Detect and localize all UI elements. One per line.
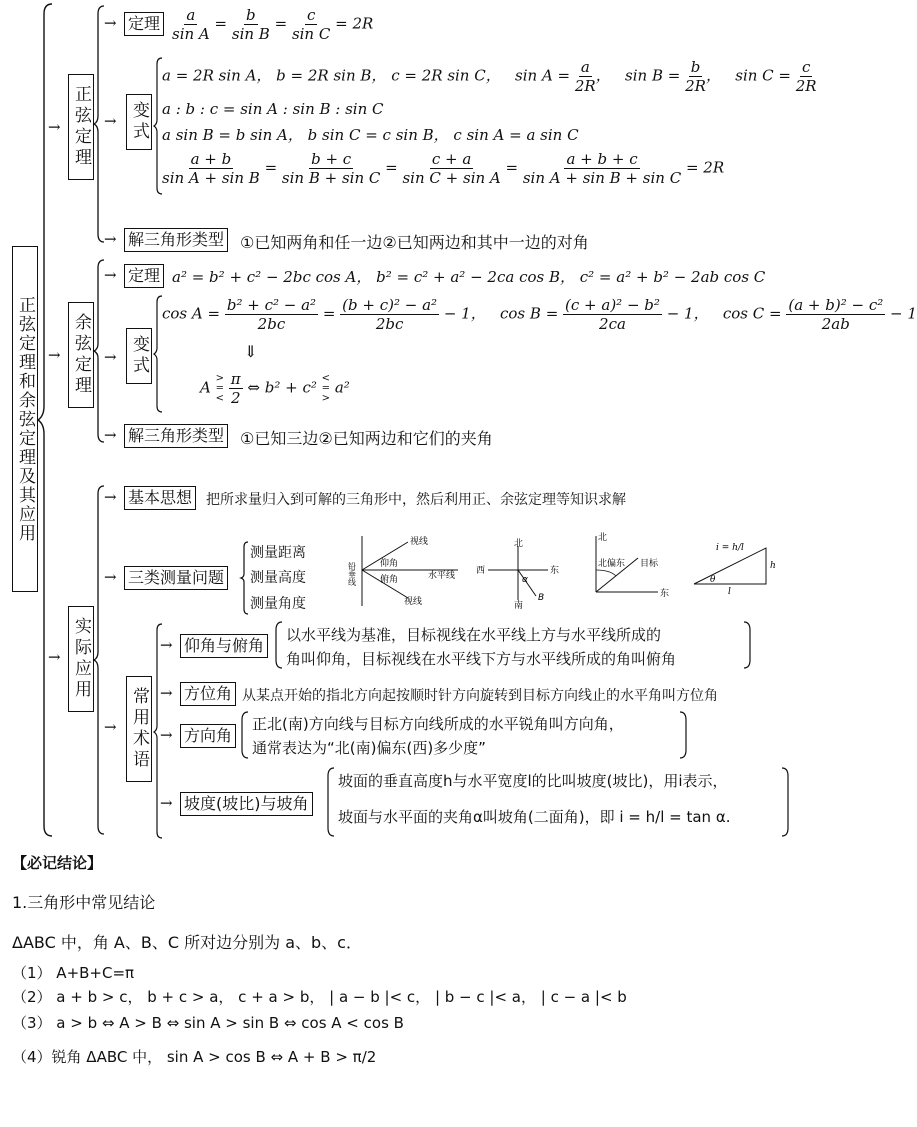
measure-brace [240, 540, 250, 616]
sine-variant-line-4: $\frac{a + b}{\text{sin A + sin B}}$ = $\frac{b + c}{\text{sin B + sin C}}$ = $\frac{c + a}{\text{sin C + sin A}}$ = $\frac{a + b + c}{\text{sin A + sin B + sin C}}$ = 2R [162, 150, 725, 187]
measure-label: 三类测量问题 [124, 566, 228, 590]
cosine-branch-title: 余弦定理 [71, 313, 91, 397]
basic-label: 基本思想 [124, 486, 196, 510]
sine-theorem-label: 定理 [124, 12, 164, 36]
arrow-to-sine: → [48, 118, 61, 136]
diagram4-h: h [770, 561, 776, 571]
diagram-azimuth [586, 530, 676, 602]
conclusion-item-3: （3） a > b ⇔ A > B ⇔ sin A > sin B ⇔ cos A < cos B [12, 1014, 404, 1032]
cosine-variant-line-1: cos A = $\frac{\text{b² + c² − a²}}{2bc}$ = $\frac{\text{(b + c)² − a²}}{2bc}$ − 1， cos B = $\frac{\text{(c + a)² − b²}}{2ca}$ − 1， cos C = $\frac{\text{(a + b)² − c²}}{2ab}$ − 1 [162, 296, 917, 333]
sine-solve-label: 解三角形类型 [124, 228, 228, 252]
diagram2-east: 东 [550, 566, 560, 576]
practical-brace [92, 484, 106, 838]
term-4-line-1: 坡面的垂直高度h与水平宽度l的比叫坡度(坡比)，用i表示， [338, 772, 728, 790]
diagram2-west: 西 [476, 566, 486, 576]
term-3-line-2: 通常表达为“北(南)偏东(西)多少度” [252, 739, 486, 757]
cosine-solve-label: 解三角形类型 [124, 424, 228, 448]
diagram2-south: 南 [514, 601, 524, 611]
arrow-term-2: → [160, 684, 173, 702]
diagram1-sight-down: 视线 [404, 597, 423, 607]
term-3-line-1: 正北(南)方向线与目标方向线所成的水平锐角叫方向角， [252, 715, 624, 733]
arrow-term-3: → [160, 726, 173, 744]
arrow-sine-solve: → [104, 230, 117, 248]
sine-variant-line-2: a : b : c = sin A : sin B : sin C [162, 100, 384, 118]
sine-branch-box [68, 74, 94, 180]
cosine-implies-arrow: ⇓ [244, 342, 258, 361]
arrow-sine-variant: → [104, 112, 117, 130]
measure-item-distance: 测量距离 [250, 545, 306, 561]
cosine-theorem-formula: a² = b² + c² − 2bc cos A， b² = c² + a² − 2ca cos B， c² = a² + b² − 2ab cos C [172, 268, 766, 286]
arrow-basic: → [104, 488, 117, 506]
arrow-terms: → [104, 718, 117, 736]
term-1-label: 仰角与俯角 [180, 634, 268, 658]
diagram1-depression: 俯角 [380, 575, 399, 585]
arrow-cosine-solve: → [104, 426, 117, 444]
arrow-cosine-theorem: → [104, 266, 117, 284]
cosine-theorem-label: 定理 [124, 264, 164, 288]
sine-theorem-formula: $\frac{a}{\text{sin A}}$ = $\frac{b}{\text{sin B}}$ = $\frac{c}{\text{sin C}}$ = 2R [172, 6, 374, 43]
measure-item-height: 测量高度 [250, 570, 306, 586]
diagram-elevation-depression [338, 532, 468, 612]
conclusion-item-1: （1） A+B+C=π [12, 964, 135, 982]
diagram3-target: 目标 [640, 559, 659, 569]
sine-variant-line-3: a sin B = b sin A， b sin C = c sin B， c sin A = a sin C [162, 126, 579, 144]
sine-branch-title: 正弦定理 [71, 85, 91, 169]
main-title-box [12, 246, 38, 592]
diagram3-northeast: 北偏东 [598, 559, 626, 569]
sine-variant-label: 变式 [126, 94, 152, 150]
conclusions-sub1: 1.三角形中常见结论 [12, 893, 156, 912]
diagram4-theta: θ [710, 575, 716, 585]
conclusion-item-2: （2） a + b > c， b + c > a， c + a > b， | a − b |< c， | b − c |< a， | c − a |< b [12, 988, 627, 1006]
diagram-direction-angle [474, 538, 564, 611]
conclusions-intro: ΔABC 中，角 A、B、C 所对边分别为 a、b、c． [12, 933, 362, 952]
term-2-label: 方位角 [180, 682, 236, 706]
basic-text: 把所求量归入到可解的三角形中，然后利用正、余弦定理等知识求解 [206, 492, 626, 508]
diagram4-l: l [728, 587, 731, 597]
arrow-sine-theorem: → [104, 14, 117, 32]
arrow-measure: → [104, 568, 117, 586]
measure-item-angle: 测量角度 [250, 596, 306, 612]
term-2-line-1: 从某点开始的指北方向起按顺时针方向旋转到目标方向线止的水平角叫方位角 [242, 688, 718, 704]
diagram1-elevation: 仰角 [380, 559, 399, 569]
term-4-label: 坡度(坡比)与坡角 [180, 792, 313, 816]
cosine-solve-text: ①已知三边②已知两边和它们的夹角 [240, 429, 493, 448]
arrow-term-1: → [160, 636, 173, 654]
practical-branch-box [68, 606, 94, 712]
arrow-cosine-variant: → [104, 348, 117, 366]
conclusions-heading: 【必记结论】 [12, 854, 103, 872]
sine-variant-line-1: a = 2R sin A， b = 2R sin B， c = 2R sin C， sin A = $\frac{a}{2R}$ ， sin B = $\frac{b}{2R}$ ， sin C = $\frac{c}{2R}$ [162, 58, 817, 95]
terms-label: 常用术语 [129, 687, 149, 771]
terms-label-box [126, 676, 152, 782]
term-4-line-2: 坡面与水平面的夹角α叫坡角(二面角)，即 i = h/l = tan α. [338, 808, 731, 826]
term-1-line-2: 角叫仰角，目标视线在水平线下方与水平线所成的角叫俯角 [286, 650, 677, 668]
diagram3-east: 东 [660, 589, 670, 599]
diagram2-b: B [538, 593, 545, 603]
diagram1-horizontal: 水平线 [428, 571, 456, 581]
arrow-term-4: → [160, 794, 173, 812]
practical-branch-title: 实际应用 [71, 617, 91, 701]
conclusion-item-4: （4）锐角 ΔABC 中， sin A > cos B ⇔ A + B > π/2 [12, 1048, 377, 1066]
term-3-label: 方向角 [180, 724, 236, 748]
diagram2-north: 北 [514, 539, 524, 549]
cosine-variant-line-2: A > = < $\frac{\pi}{2}$ ⇔ b² + c² < = > a² [200, 370, 350, 407]
cosine-branch-box [68, 302, 94, 408]
diagram3-north: 北 [598, 533, 608, 543]
arrow-to-cosine: → [48, 346, 61, 364]
cosine-variant-label: 变式 [126, 328, 152, 384]
main-title: 正弦定理和余弦定理及其应用 [15, 295, 35, 543]
sine-solve-text: ①已知两角和任一边②已知两边和其中一边的对角 [240, 233, 589, 252]
diagram4-i: i = h/l [716, 543, 744, 553]
diagram1-vertical: 铅垂线 [347, 562, 357, 586]
diagram-slope [690, 540, 786, 600]
diagram1-sight-up: 视线 [410, 537, 429, 547]
diagram2-alpha: α [522, 575, 528, 585]
term-1-line-1: 以水平线为基准，目标视线在水平线上方与水平线所成的 [286, 626, 662, 644]
arrow-to-practical: → [48, 648, 61, 666]
